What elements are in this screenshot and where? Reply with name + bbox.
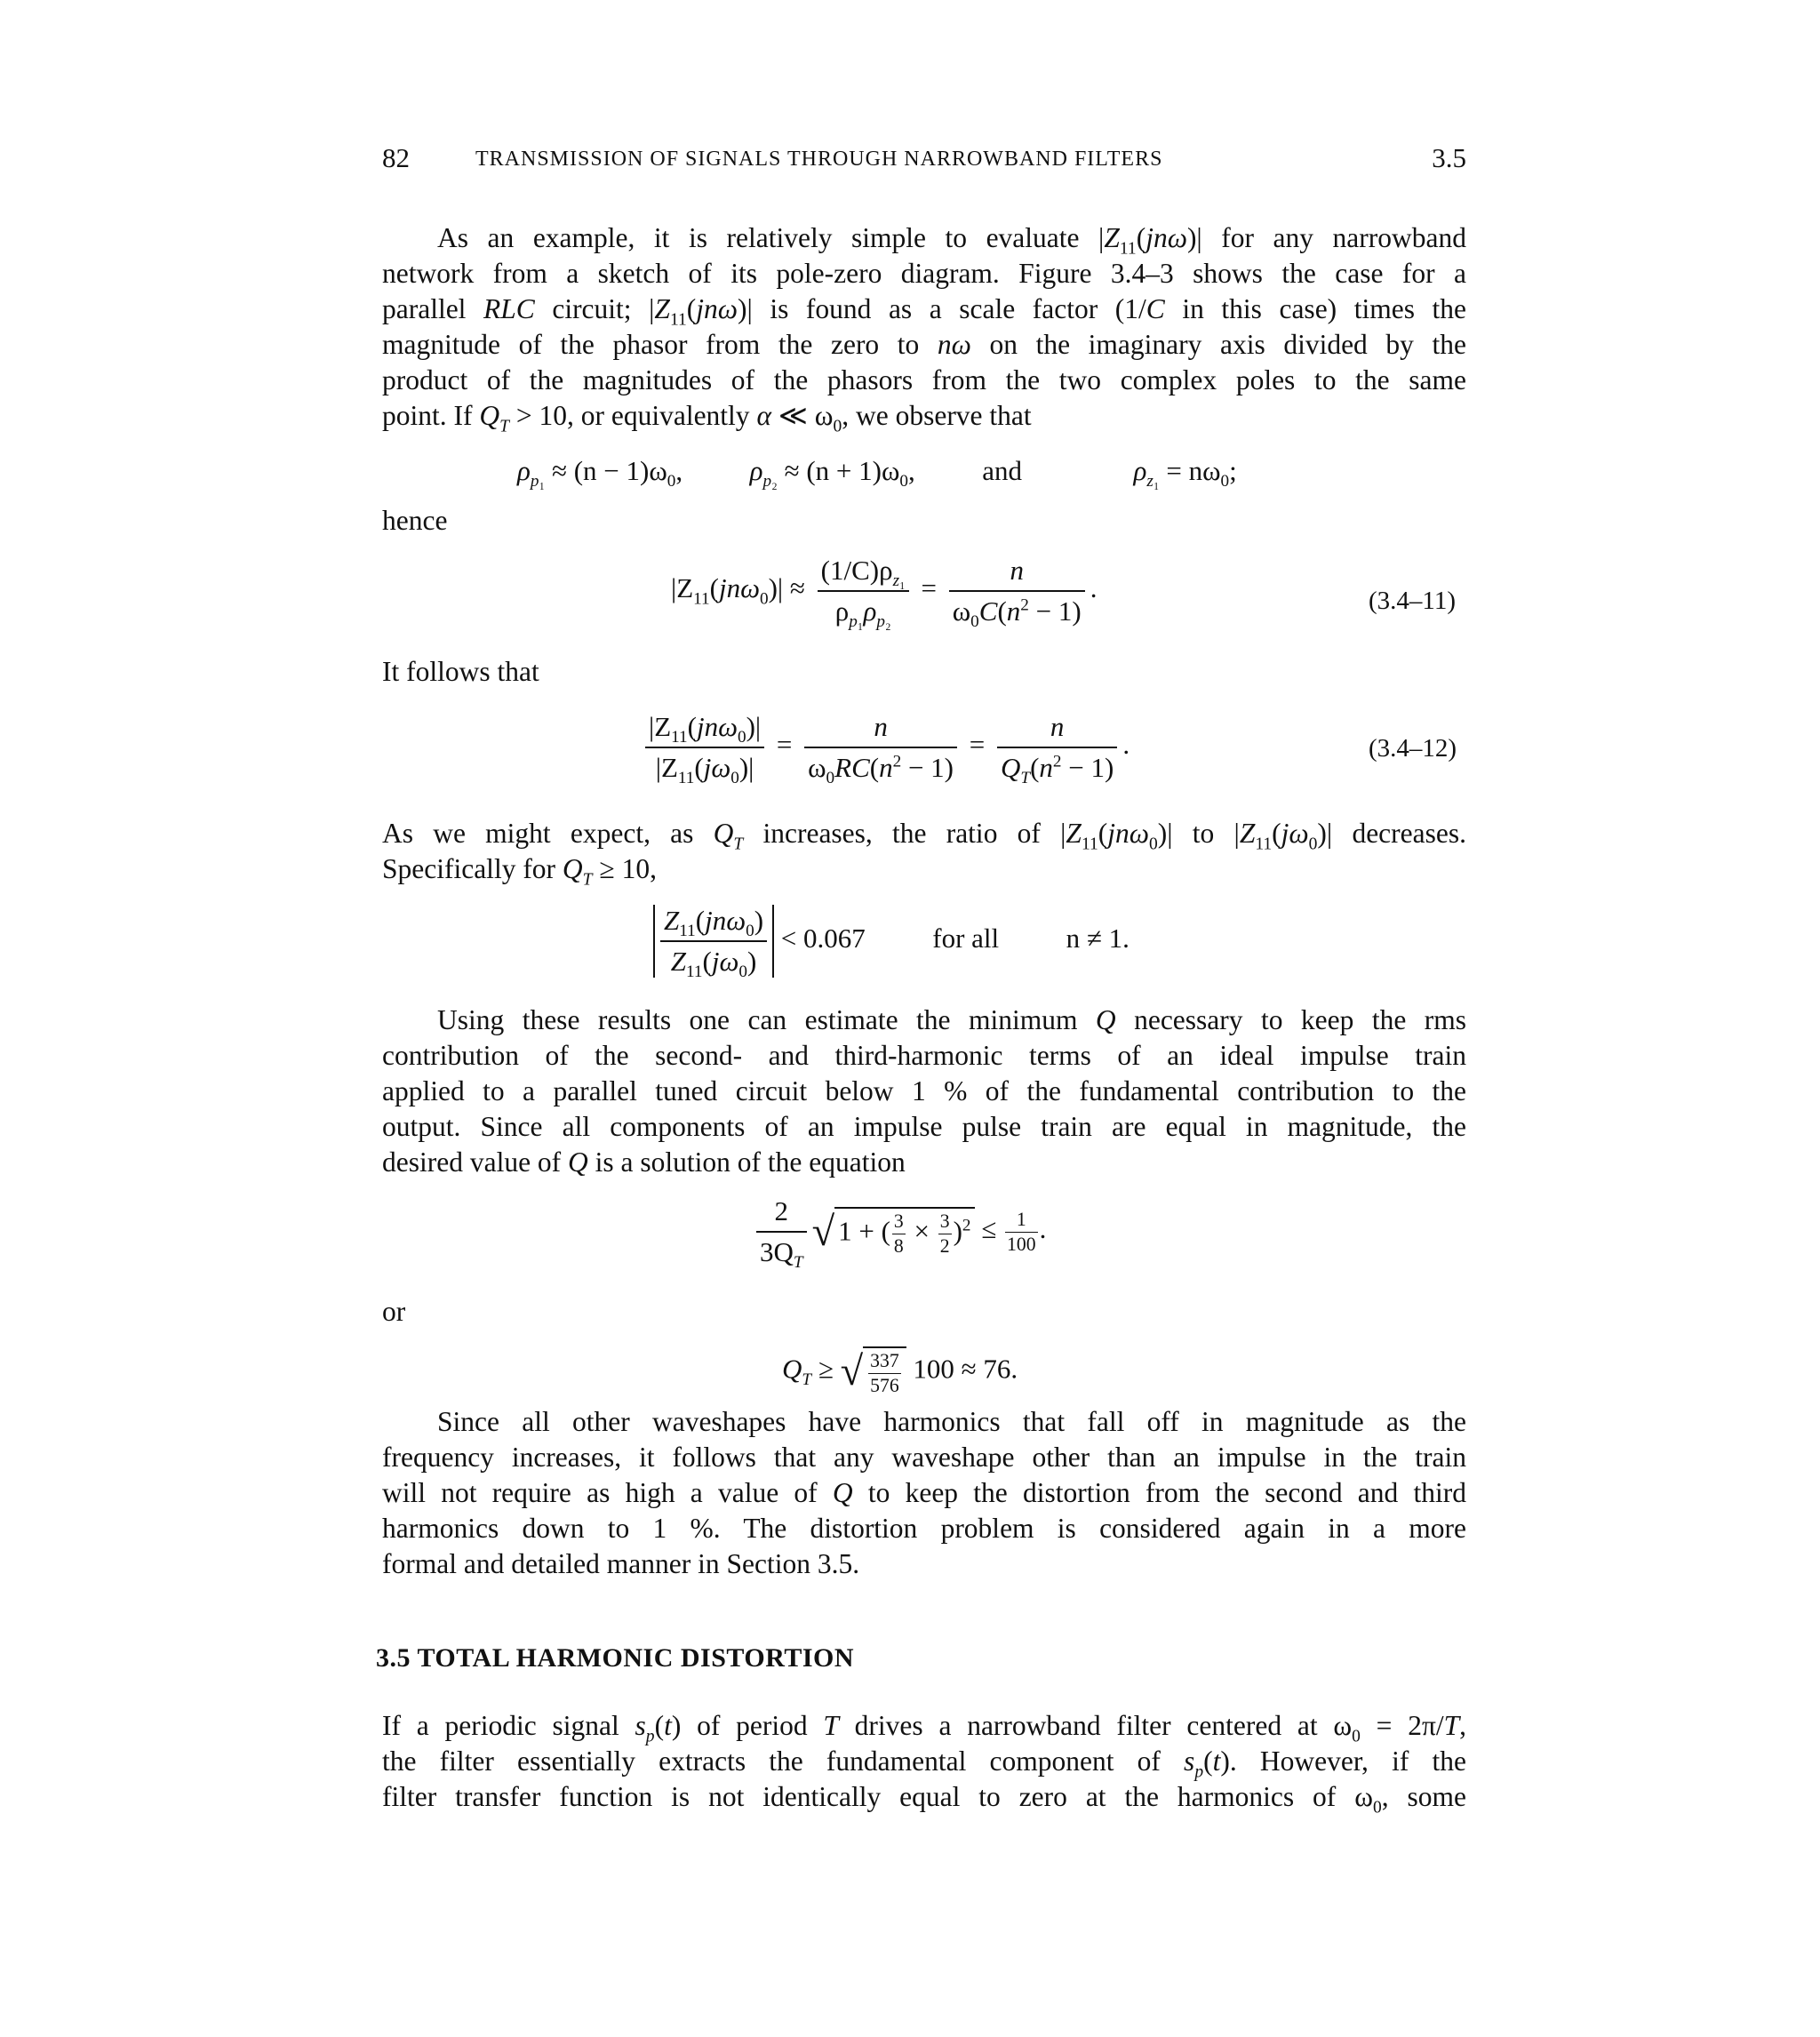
fraction: $\frac{1}{100}$ <box>1007 1208 1036 1255</box>
text-line: As an example, it is relatively simple to evaluate $|Z_{11}(jn\omega)|$ for any narrowband <box>437 222 1467 259</box>
absolute-value <box>653 905 774 982</box>
equation-number-3-4-11: (3.4–11) <box>1369 587 1456 615</box>
fraction: $\frac{n}{\omega_0RC(n^2 - 1)}$ <box>804 711 957 784</box>
equation-q-result: $Q_T$ ≥ √ $\frac{337}{576}$ 100 ≈ 76. <box>782 1346 1018 1397</box>
paragraph-intro <box>382 220 1466 434</box>
text-line: frequency increases, it follows that any waveshape other than an impulse in the train <box>382 1442 1466 1473</box>
section-heading: 3.5 TOTAL HARMONIC DISTORTION <box>376 1643 855 1673</box>
fraction: $\frac{n}{\omega_0C(n^2 - 1)}$ <box>949 555 1085 627</box>
text-it-follows: It follows that <box>382 656 539 687</box>
equation-3-4-12: $\frac{|Z_{11}(jn\omega_0)|}{|Z_{11}(j\omega_0)|}$ = $\frac{n}{\omega_0RC(n^2 - 1)}$ = $\frac{n}{Q_T(n^2 - 1)}$ . <box>640 711 1130 784</box>
equation-ratio-bound: $\frac{Z_{11}(jn\omega_0)}{Z_{11}(j\omega_0)}$ < 0.067 for all n ≠ 1. <box>653 905 1130 978</box>
fraction: $\frac{n}{Q_T(n^2 - 1)}$ <box>997 711 1117 784</box>
text-line: output. Since all components of an impulse pulse train are equal in magnitude, the <box>382 1111 1466 1142</box>
text-line: Using these results one can estimate the minimum Q necessary to keep the rms <box>437 1004 1466 1035</box>
text-line: Since all other waveshapes have harmonics that fall off in magnitude as the <box>437 1406 1466 1437</box>
text-line: the filter essentially extracts the fundamental component of $s_p(t)$. However, if the <box>382 1745 1466 1782</box>
text-line: desired value of Q is a solution of the equation <box>382 1146 906 1178</box>
text-line: filter transfer function is not identically equal to zero at the harmonics of $\omega_0$, some <box>382 1781 1466 1817</box>
text-line: point. If $Q_T > 10$, or equivalently α ≪ $\omega_0$, we observe that <box>382 400 1032 436</box>
text-line: will not require as high a value of Q to keep the distortion from the second and third <box>382 1477 1466 1508</box>
page-number: 82 <box>382 142 410 173</box>
text-line: Specifically for $Q_T \ge 10$, <box>382 853 657 890</box>
text-line: contribution of the second- and third-harmonic terms of an ideal impulse train <box>382 1040 1466 1071</box>
text-or: or <box>382 1296 406 1327</box>
text-line: If a periodic signal $s_p(t)$ of period T drives a narrowband filter centered at $\omega_0 = 2\pi/T$, <box>382 1710 1467 1746</box>
equation-rho-relations: $\rho_{p_1} \approx (n - 1)\omega_0$, $\rho_{p_2} \approx (n + 1)\omega_0$, and $\rho_{z_1} = n\omega_0$; <box>517 455 1237 491</box>
text-line: harmonics down to 1 %. The distortion problem is considered again in a more <box>382 1513 1466 1544</box>
square-root: √ $\frac{337}{576}$ <box>841 1346 906 1397</box>
header-section-number: 3.5 <box>1432 142 1466 173</box>
running-title: TRANSMISSION OF SIGNALS THROUGH NARROWBAND FILTERS <box>475 148 1163 171</box>
fraction: $\frac{Z_{11}(jn\omega_0)}{Z_{11}(j\omega_0)}$ <box>660 905 767 978</box>
text-line: As we might expect, as $Q_T$ increases, the ratio of $|Z_{11}(jn\omega_0)|$ to $|Z_{11}(j\omega_0)|$ decreases. <box>382 818 1466 854</box>
fraction: $\frac{2}{3Q_T}$ <box>756 1195 807 1268</box>
equation-q-inequality: $\frac{2}{3Q_T}$ √ 1 + ( $\frac{3}{8}$ × $\frac{3}{2}$ )$^2$ ≤ $\frac{1}{100}$ . <box>751 1195 1046 1268</box>
running-header <box>382 142 1466 178</box>
square-root: √ 1 + ( $\frac{3}{8}$ × $\frac{3}{2}$ )$^2$ <box>812 1207 975 1258</box>
text-line: product of the magnitudes of the phasors from the two complex poles to the same <box>382 364 1466 395</box>
fraction: $\frac{(1/C)\rho_{z_1}}{\rho_{p_1}\rho_{p_2}}$ <box>818 555 909 627</box>
paragraph-ratio <box>382 816 1466 890</box>
paragraph-estimate <box>382 1003 1466 1180</box>
text-line: parallel RLC circuit; $|Z_{11}(jn\omega)|$ is found as a scale factor (1/C in this case) times the <box>382 293 1467 330</box>
text-line: applied to a parallel tuned circuit below 1 % of the fundamental contribution to the <box>382 1075 1466 1106</box>
equation-3-4-11: $|Z_{11}(jn\omega_0)|$ ≈ $\frac{(1/C)\rho_{z_1}}{\rho_{p_1}\rho_{p_2}}$ = $\frac{n}{\omega_0C(n^2 - 1)}$ . <box>671 555 1098 632</box>
text-line: network from a sketch of its pole-zero diagram. Figure 3.4–3 shows the case for a <box>382 258 1466 289</box>
text-hence: hence <box>382 505 448 536</box>
text-line: formal and detailed manner in Section 3.5. <box>382 1548 860 1579</box>
equation-number-3-4-12: (3.4–12) <box>1369 734 1457 763</box>
paragraph-waveshapes <box>382 1404 1466 1582</box>
fraction: $\frac{|Z_{11}(jn\omega_0)|}{|Z_{11}(j\omega_0)|}$ <box>645 711 764 784</box>
text-line: magnitude of the phasor from the zero to nω on the imaginary axis divided by the <box>382 329 1466 360</box>
paragraph-total-harmonic-distortion <box>382 1708 1466 1815</box>
